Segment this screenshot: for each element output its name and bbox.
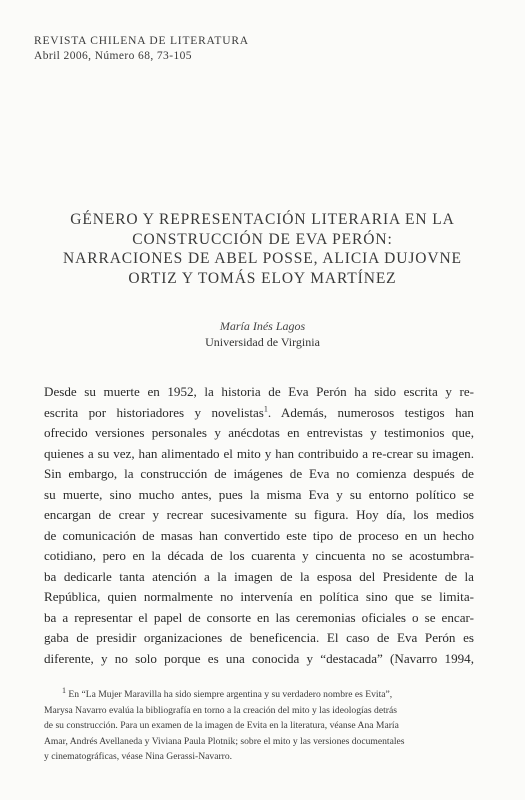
title-line: GÉNERO Y REPRESENTACIÓN LITERARIA EN LA [70,211,455,228]
footnote-line: Marysa Navarro evalúa la bibliografía en torno a la creación del mito y las ideologías detrás [44,704,397,716]
body-line-text: escrita por historiadores y novelistas [44,404,264,420]
body-line: ofrecido versiones personales y anécdotas en entrevistas y testimonios que, [44,425,474,440]
body-line [44,403,474,424]
footnote-line: de su construcción. Para un examen de la imagen de Evita en la literatura, véanse Ana María [44,720,399,732]
body-line-text: . Además, numerosos testigos han [267,404,474,420]
body-line: gaba de presidir organizaciones de beneficencia. El caso de Eva Perón es [44,630,474,645]
body-line: Desde su muerte en 1952, la historia de Eva Perón ha sido escrita y re- [44,384,474,399]
article-title [40,210,485,288]
body-line: de comunicación de masas han convertido este tipo de proceso en un hecho [44,527,474,543]
footnote-line: y cinematográficas, véase Nina Gerassi-Navarro. [44,751,233,763]
body-line: quienes a su vez, han alimentado el mito y han contribuido a re-crear su imagen. [44,445,474,461]
footnote-reference[interactable]: 1 [263,404,268,414]
footnote [44,683,474,765]
footnote-line [44,683,474,703]
footnote-line: Amar, Andrés Avellaneda y Viviana Paula Plotnik; sobre el mito y las versiones documentales [44,735,405,747]
title-line: CONSTRUCCIÓN DE EVA PERÓN: [132,230,393,248]
issue-info: Abril 2006, Número 68, 73-105 [34,50,192,62]
title-line: NARRACIONES DE ABEL POSSE, ALICIA DUJOVNE [63,250,462,267]
body-line: Sin embargo, la construcción de imágenes de Eva no comienza después de [44,466,474,481]
body-line: República, quien normalmente no intervenía en política sino que se limita- [44,589,474,604]
title-line: ORTIZ Y TOMÁS ELOY MARTÍNEZ [128,269,397,287]
author-name: María Inés Lagos [219,319,306,333]
body-paragraph [44,382,474,669]
journal-name: REVISTA CHILENA DE LITERATURA [34,35,249,47]
body-line: ba dedicarle tanta atención a la imagen de la esposa del Presidente de la [44,568,474,584]
author-affiliation: Universidad de Virginia [205,335,320,349]
running-head [34,34,249,64]
body-line: encargan de crear y recrear sucesivamente su figura. Hoy día, los medios [44,507,474,522]
footnote-marker: 1 [62,686,66,695]
body-line: diferente, y no solo porque es una conocida y “destacada” (Navarro 1994, [44,650,474,666]
body-line: ba a representar el papel de consorte en las ceremonias oficiales o se encar- [44,609,474,625]
body-line: cotidiano, pero en la década de los cuarenta y cincuenta no se acostumbra- [44,548,474,563]
body-line: su muerte, sino mucho antes, pues la misma Eva y su entorno político se [44,486,474,502]
footnote-line-text: En “La Mujer Maravilla ha sido siempre argentina y su verdadero nombre es Evita”, [68,689,393,701]
